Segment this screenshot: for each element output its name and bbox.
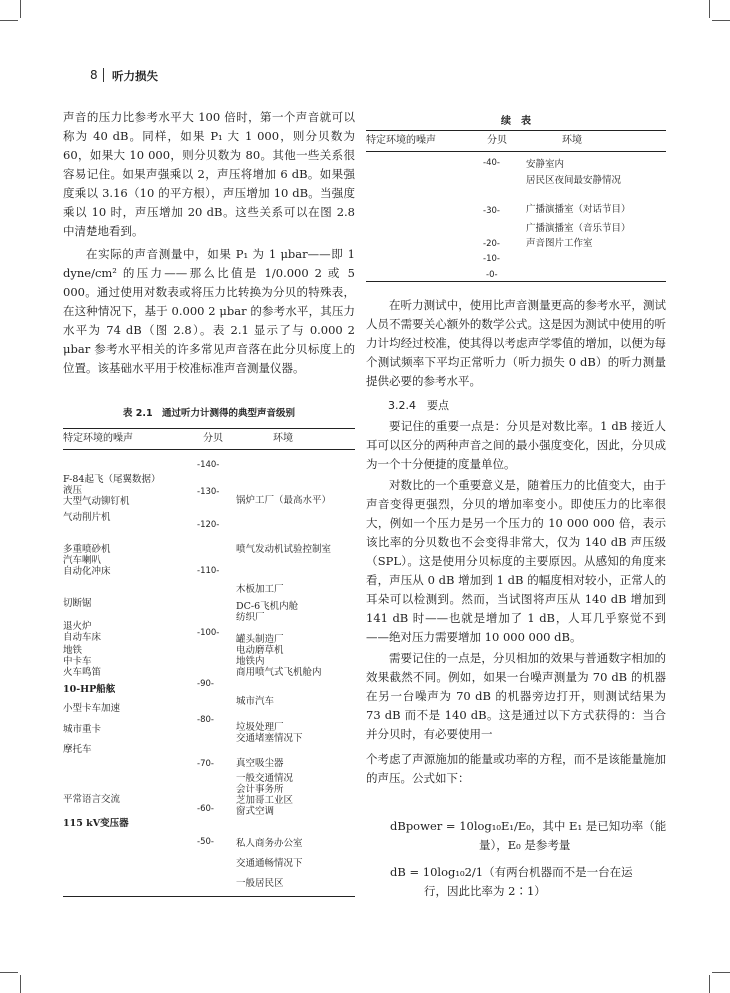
db-level: -30-	[483, 206, 500, 216]
crop-mark	[20, 0, 21, 18]
db-level: -20-	[483, 239, 500, 249]
environment: DC-6飞机内舱 纺织厂	[236, 601, 299, 623]
environment: 一般交通情况 会计事务所 芝加哥工业区 窗式空调	[236, 773, 294, 817]
noise-source: F-84起飞（尾翼数据） 液压 大型气动铆钉机	[63, 474, 161, 507]
environment: 交通通畅情况下	[236, 858, 303, 869]
table-rule	[366, 151, 666, 152]
environment: 私人商务办公室	[236, 838, 303, 849]
db-level: -140-	[197, 460, 220, 470]
sound-level-table	[63, 428, 355, 898]
paragraph: 需要记住的一点是，分贝相加的效果与普通数字相加的效果截然不同。例如，如果一台噪声测量为 70 dB 的机器在另一台噪声为 70 dB 的机器旁边打开，则测试结果为 73 dB 而不是 140 dB。这是通过以下方式获得的：当合并分贝时，有必要使用一	[366, 651, 666, 741]
book-title: 听力损失	[112, 69, 158, 83]
paragraph: 要记住的重要一点是：分贝是对数比率。1 dB 接近人耳可以区分的两种声音之间的最小强度变化，因此，分贝成为一个十分便捷的度量单位。	[366, 419, 666, 471]
environment: 城市汽车	[236, 696, 275, 707]
table-caption: 表 2.1 通过听力计测得的典型声音级别	[122, 408, 296, 419]
environment: 罐头制造厂 电动磨草机 地铁内 商用喷气式飞机舱内	[236, 634, 322, 678]
db-level: -70-	[197, 759, 214, 769]
db-level: -60-	[197, 804, 214, 814]
environment: 一般居民区	[236, 878, 284, 889]
noise-source: 城市重卡	[63, 724, 102, 735]
noise-source: 退火炉 自动车床	[63, 621, 102, 643]
continued-table-caption: 续 表	[501, 116, 531, 127]
crop-mark	[709, 975, 710, 993]
page-number: 8	[90, 68, 98, 82]
formula-line: 行，因此比率为 2∶1）	[424, 884, 546, 898]
db-level: -120-	[197, 520, 220, 530]
db-level: -130-	[197, 487, 220, 497]
db-level: -100-	[197, 628, 220, 638]
header-cell: 环境	[273, 433, 293, 444]
running-header	[72, 68, 652, 84]
formula-power	[390, 817, 670, 855]
noise-source: 地铁 中卡车 火车鸣笛	[63, 645, 102, 678]
paragraph: 声音的压力比参考水平大 100 倍时，第一个声音就可以称为 40 dB。同样，如果 P₁ 大 1 000，则分贝数为 60，如果大 10 000，则分贝数为 80。其他一些关系很容易记住。如果声强乘以 2，声压将增加 6 dB。如果强度乘以 3.16（10 的平方根），声压增加 10 dB。当强度乘以 10 时，声压增加 20 dB。这些关系可以在图 2.8 中清楚地看到。	[63, 110, 355, 238]
db-level: -110-	[197, 566, 220, 576]
header-cell: 特定环境的噪声	[366, 135, 436, 146]
formula-line: dBpower = 10log₁₀E₁/E₀，其中 E₁ 是已知功率（能	[390, 819, 667, 833]
crop-mark	[709, 0, 710, 18]
db-level: -0-	[486, 270, 498, 280]
right-column	[366, 296, 666, 788]
db-level: -50-	[197, 837, 214, 847]
environment: 喷气发动机试验控制室	[236, 544, 332, 555]
formula-line: 量），E₀ 是参考量	[479, 838, 571, 852]
formula-ratio	[390, 863, 670, 901]
paragraph: 在听力测试中，使用比声音测量更高的参考水平，测试人员不需要关心额外的数学公式。这是因为测试中使用的听力计均经过校准，使其得以考虑声学零值的增加，以便为每个测试频率下平均正常听力（听力损失 0 dB）的听力测量提供必要的参考水平。	[366, 298, 666, 388]
crop-mark	[712, 972, 730, 973]
left-column	[63, 108, 355, 378]
noise-source: 115 kV变压器	[63, 818, 129, 829]
table-rule	[63, 449, 355, 450]
table-rule	[366, 130, 666, 131]
header-divider	[103, 68, 104, 82]
environment: 广播演播室（对话节目） 广播演播室（音乐节目）	[526, 204, 631, 234]
crop-mark	[0, 20, 18, 21]
paragraph: 对数比的一个重要意义是，随着压力的比值变大，由于声音变得更强烈，分贝的增加率变小。即使压力的比率很大，例如一个压力是另一个压力的 10 000 000 倍，表示该比率的分贝数也不会变得非常大，仅为 140 dB 声压级（SPL）。这是使用分贝标度的主要原因。从感知的角度来看，声压从 0 dB 增加到 1 dB 的幅度相对较小，正常人的耳朵可以检测到。然而，当试图将声压从 140 dB 增加到 141 dB 时——也就是增加了 1 dB，人耳几乎察觉不到——绝对压力需要增加 10 000 000 dB。	[366, 478, 666, 644]
continued-table	[366, 130, 666, 282]
crop-mark	[0, 972, 18, 973]
db-level: -40-	[483, 158, 500, 168]
db-level: -10-	[483, 254, 500, 264]
paragraph: 个考虑了声源施加的能量或功率的方程，而不是该能量施加的声压。公式如下：	[366, 752, 666, 785]
environment: 真空吸尘器	[236, 758, 284, 769]
noise-source: 多重喷砂机 汽车喇叭 自动化冲床	[63, 544, 111, 577]
noise-source: 平常语言交流	[63, 794, 121, 805]
environment: 声音图片工作室	[526, 238, 593, 249]
header-cell: 环境	[562, 135, 582, 146]
header-cell: 特定环境的噪声	[63, 433, 133, 444]
formula-line: dB = 10log₁₀2/1（有两台机器而不是一台在运	[390, 865, 633, 879]
crop-mark	[712, 20, 730, 21]
header-cell: 分贝	[203, 433, 223, 444]
crop-mark	[20, 975, 21, 993]
db-level: -80-	[197, 715, 214, 725]
section-heading: 3.2.4 要点	[388, 399, 449, 412]
paragraph: 在实际的声音测量中，如果 P₁ 为 1 μbar——即 1 dyne/cm² 的压力——那么比值是 1/0.000 2 或 5 000。通过使用对数表或将压力比转换为分贝的特殊表，在这种情况下，基于 0.000 2 μbar 的参考水平，其压力水平为 74 dB（图 2.8）。表 2.1 显示了与 0.000 2 μbar 参考水平相关的许多常见声音落在此分贝标度上的位置。该基础水平用于校准标准声音测量仪器。	[63, 247, 355, 375]
environment: 锅炉工厂（最高水平）	[236, 495, 332, 506]
header-cell: 分贝	[487, 135, 507, 146]
noise-source: 摩托车	[63, 744, 92, 755]
table-rule	[366, 281, 666, 282]
noise-source: 气动削片机	[63, 512, 111, 523]
table-rule	[63, 428, 355, 429]
environment: 垃圾处理厂 交通堵塞情况下	[236, 722, 303, 744]
noise-source: 切断锯	[63, 598, 92, 609]
table-rule	[63, 896, 355, 897]
noise-source: 小型卡车加速	[63, 703, 121, 714]
noise-source: 10-HP船舷	[63, 684, 116, 695]
environment: 木板加工厂	[236, 584, 284, 595]
environment: 安静室内 居民区夜间最安静情况	[526, 159, 622, 186]
db-level: -90-	[197, 679, 214, 689]
